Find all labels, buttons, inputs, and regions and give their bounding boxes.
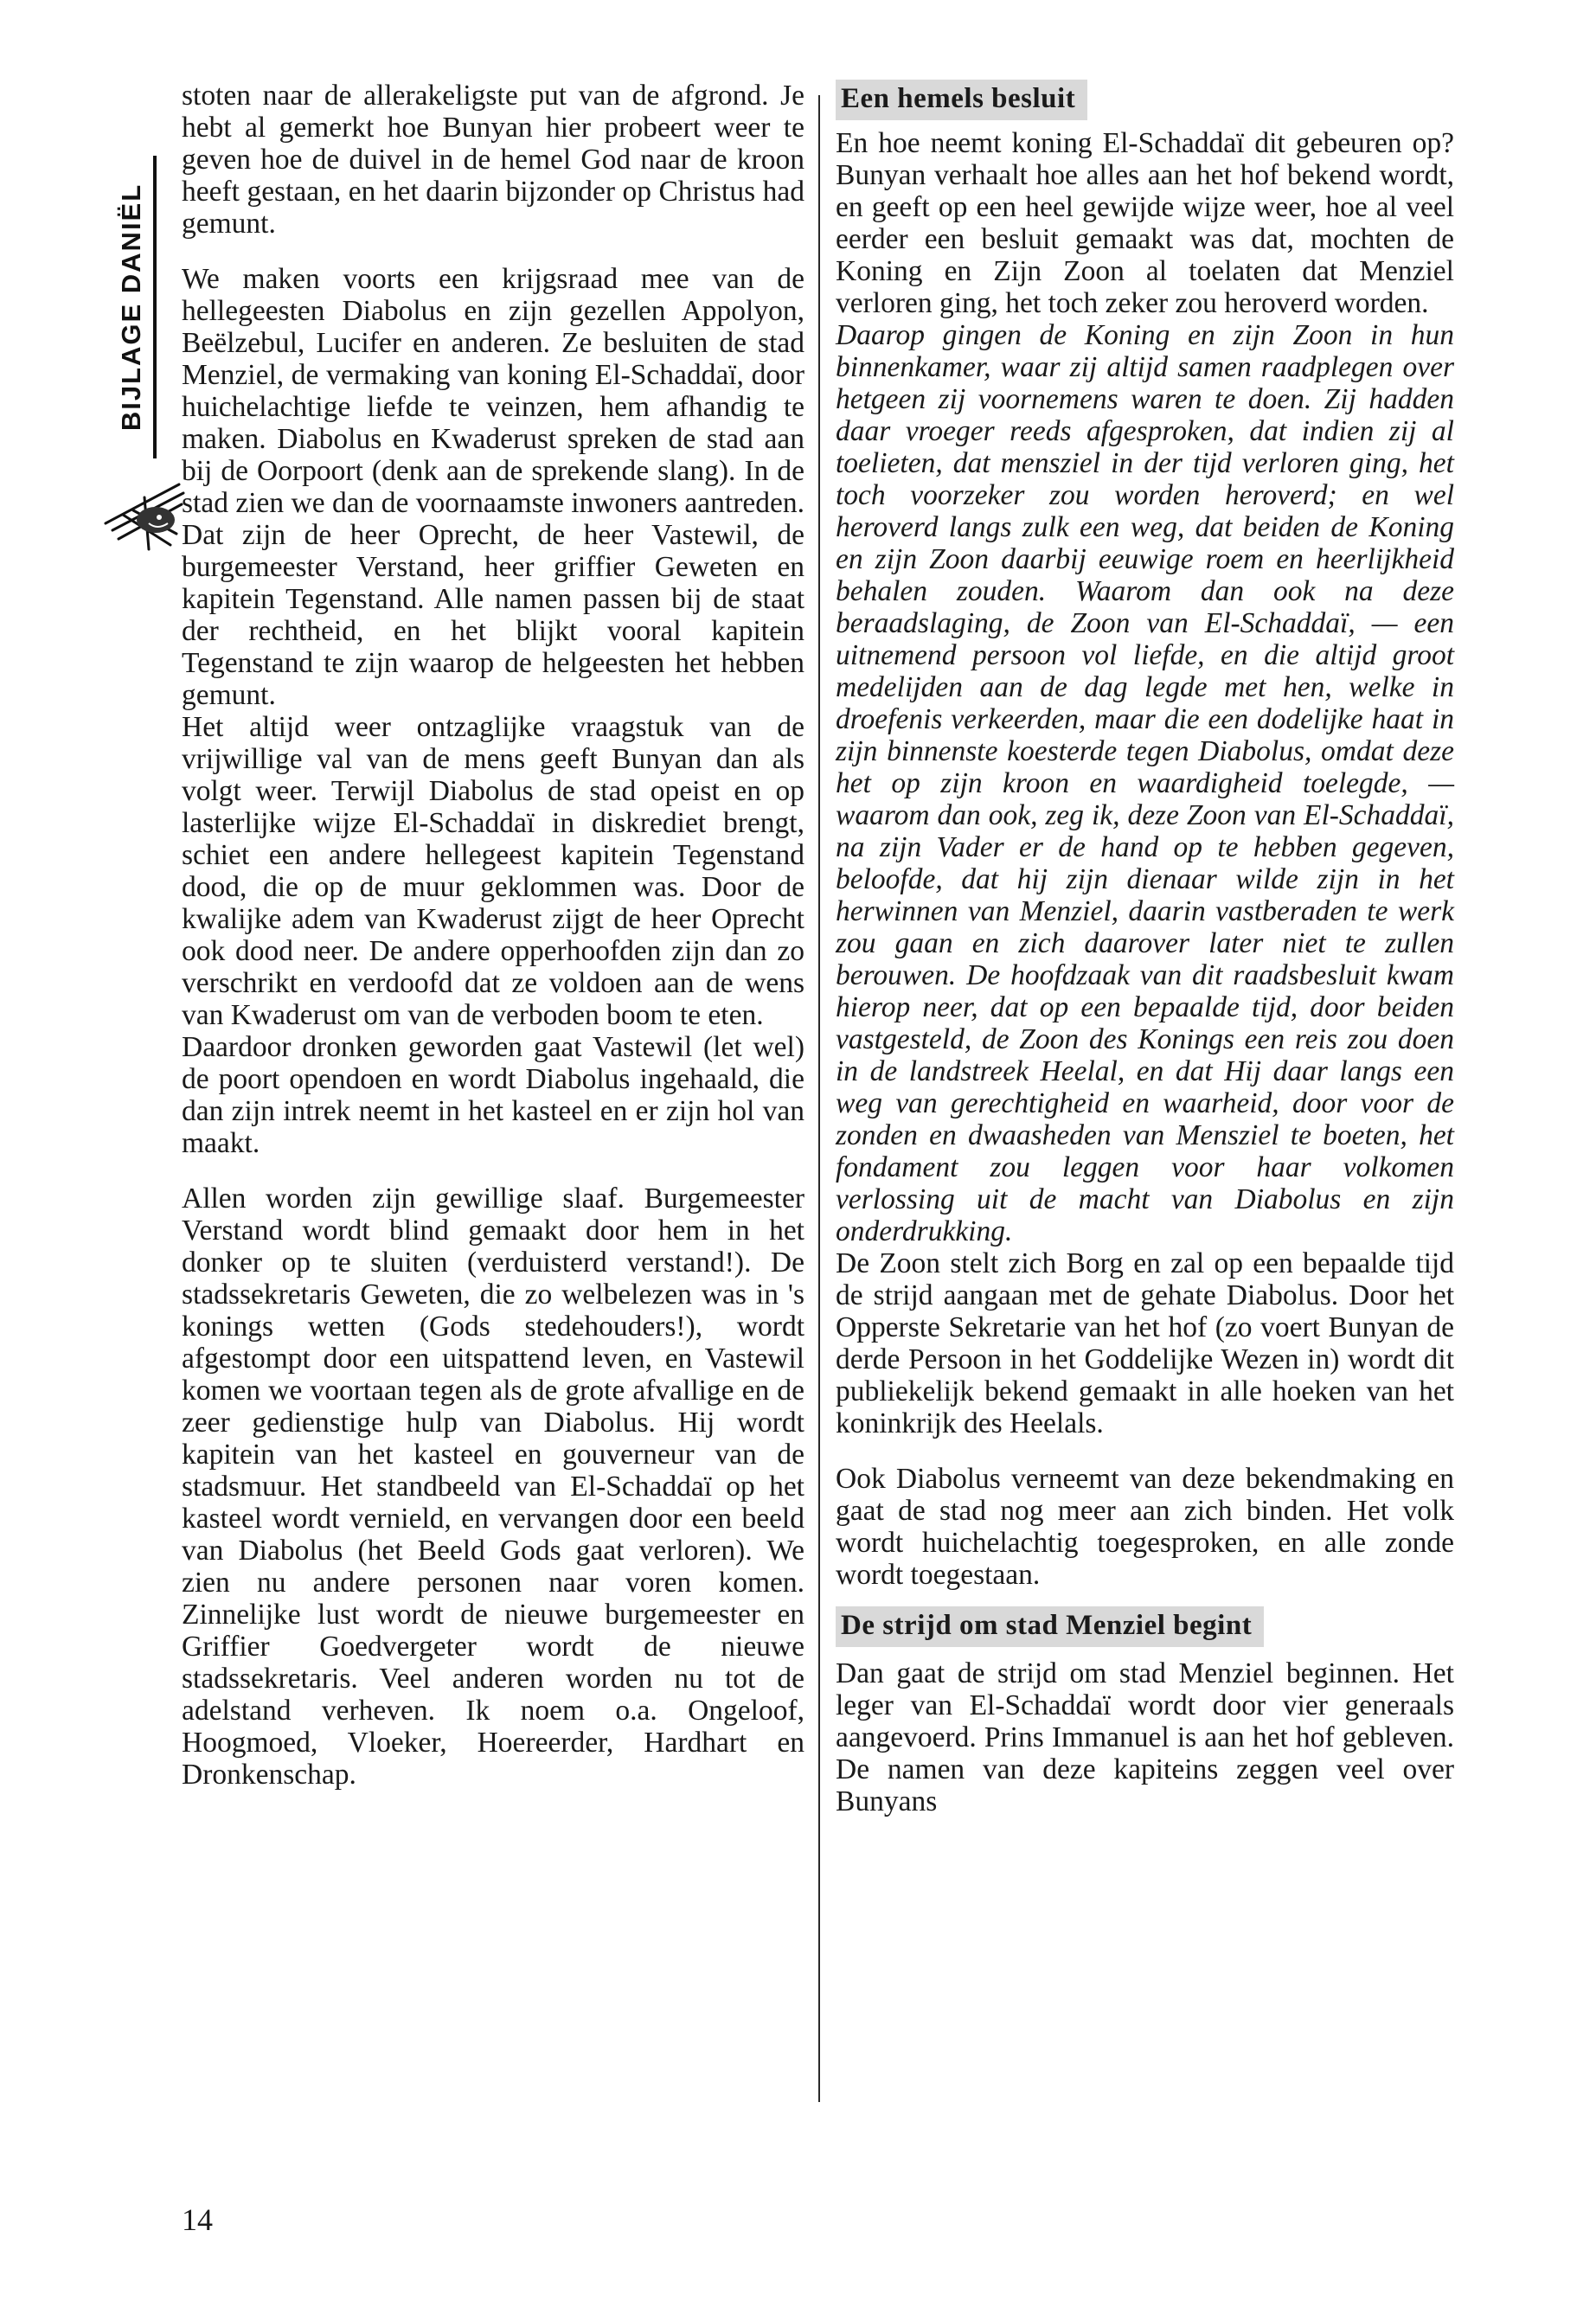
lion-emblem-icon — [97, 463, 192, 558]
right-paragraph-3: Ook Diabolus verneemt van deze bekendmaking en gaat de stad nog meer aan zich binden. Het volk wordt huichelachtig toegesproken, en alle zonde wordt toegestaan. — [836, 1463, 1454, 1591]
left-paragraph-5: Allen worden zijn gewillige slaaf. Burgemeester Verstand wordt blind gemaakt door hem in het donker op te sluiten (verduisterd verstand!). De stadssekretaris Geweten, die zo welbelezen was in 's konings wetten (Gods stedehouders!), wordt afgestompt door een uitspattend leven, en Vastewil komen we voortaan tegen als de grote afvallige en de zeer gedienstige hulp van Diabolus. Hij wordt kapitein van het kasteel en gouverneur van de stadsmuur. Het standbeeld van El-Schaddaï op het kasteel wordt vernield, en vervangen door een beeld van Diabolus (het Beeld Gods gaat verloren). We zien nu andere personen naar voren komen. Zinnelijke lust wordt de nieuwe burgemeester en Griffier Goedvergeter wordt de nieuwe stadssekretaris. Veel anderen worden nu tot de adelstand verheven. Ik noem o.a. Ongeloof, Hoogmoed, Vloeker, Hoereerder, Hardhart en Dronkenschap. — [182, 1183, 804, 1791]
left-paragraph-2: We maken voorts een krijgsraad mee van de hellegeesten Diabolus en zijn gezellen Appolyon, Beëlzebul, Lucifer en anderen. Ze besluiten de stad Menziel, de vermaking van koning El-Schaddaï, door huichelachtige liefde te veinzen, hem afhandig te maken. Diabolus en Kwaderust spreken de stad aan bij de Oorpoort (denk aan de sprekende slang). In de stad zien we dan de voornaamste inwoners aantreden. Dat zijn de heer Oprecht, de heer Vastewil, de burgemeester Verstand, heer griffier Geweten en kapitein Tegenstand. Alle namen passen bij de staat der rechtheid, en het blijkt vooral kapitein Tegenstand te zijn waarop de helgeesten het hebben gemunt. — [182, 263, 804, 711]
section-heading-hemels-besluit: Een hemels besluit — [836, 80, 1087, 120]
left-paragraph-3: Het altijd weer ontzaglijke vraagstuk van de vrijwillige val van de mens geeft Bunyan dan als volgt weer. Terwijl Diabolus de stad opeist en op lasterlijke wijze El-Schaddaï in diskrediet brengt, schiet een andere hellegeest kapitein Tegenstand dood, die op de muur geklommen was. Door de kwalijke adem van Kwaderust zijgt de heer Oprecht ook dood neer. De andere opperhoofden zijn dan zo verschrikt en verdoofd dat ze voldoen aan de wens van Kwaderust om van de verboden boom te eten. — [182, 711, 804, 1031]
left-paragraph-4: Daardoor dronken geworden gaat Vastewil (let wel) de poort opendoen en wordt Diabolus ingehaald, die dan zijn intrek neemt in het kasteel en er zijn hol van maakt. — [182, 1031, 804, 1159]
section-heading-strijd: De strijd om stad Menziel begint — [836, 1606, 1264, 1647]
side-tab-rule — [153, 156, 157, 458]
left-column — [182, 80, 804, 1791]
side-tab-label: BIJLAGE DANIËL — [116, 183, 147, 432]
right-paragraph-1: En hoe neemt koning El-Schaddaï dit gebeuren op? Bunyan verhaalt hoe alles aan het hof bekend wordt, en geeft op een heel gewijde wijze weer, hoe al veel eerder een besluit gemaakt was dat, mochten de Koning en Zijn Zoon al toelaten dat Menziel verloren ging, het toch zeker zou heroverd worden. — [836, 127, 1454, 319]
left-paragraph-1: stoten naar de allerakeligste put van de afgrond. Je hebt al gemerkt hoe Bunyan hier probeert weer te geven hoe de duivel in de hemel God naar de kroon heeft gestaan, en het daarin bijzonder op Christus had gemunt. — [182, 80, 804, 240]
right-paragraph-4: Dan gaat de strijd om stad Menziel beginnen. Het leger van El-Schaddaï wordt door vier generaals aangevoerd. Prins Immanuel is aan het hof gebleven. De namen van deze kapiteins zeggen veel over Bunyans — [836, 1657, 1454, 1817]
bunyan-quote: Daarop gingen de Koning en zijn Zoon in hun binnenkamer, waar zij altijd samen raadplegen over hetgeen zij voornemens waren te doen. Zij hadden daar vroeger reeds afgesproken, dat indien zij al toelieten, dat mensziel in der tijd verloren ging, het toch voorzeker zou worden heroverd; en wel heroverd langs zulk een weg, dat beiden de Koning en zijn Zoon daarbij eeuwige roem en heerlijkheid behalen zouden. Waarom dan ook na deze beraadslaging, de Zoon van El-Schaddaï, — een uitnemend persoon vol liefde, en die altijd groot medelijden aan de dag legde met hen, welke in droefenis verkeerden, maar die een dodelijke haat in zijn binnenste koesterde tegen Diabolus, omdat deze het op zijn kroon en waardigheid toelegde, — waarom dan ook, zeg ik, deze Zoon van El-Schaddaï, na zijn Vader er de hand op te hebben gegeven, beloofde, dat hij zijn dienaar wilde zijn in het herwinnen van Menziel, daarin vastberaden te werk zou gaan en zich daarover later niet te zullen berouwen. De hoofdzaak van dit raadsbesluit kwam hierop neer, dat op een bepaalde tijd, door beiden vastgesteld, de Zoon des Konings een reis zou doen in de landstreek Heelal, en dat Hij daar langs een weg van gerechtigheid en waarheid, door voor de zonden en dwaasheden van Mensziel te boeten, het fondament zou leggen voor haar volkomen verlossing uit de macht van Diabolus en zijn onderdrukking. — [836, 319, 1454, 1247]
right-column — [836, 80, 1454, 1817]
section-side-tab — [114, 160, 149, 454]
right-paragraph-2: De Zoon stelt zich Borg en zal op een bepaalde tijd de strijd aangaan met de gehate Diabolus. Door het Opperste Sekretarie van het hof (zo voert Bunyan de derde Persoon in het Goddelijke Wezen in) wordt dit publiekelijk bekend gemaakt in alle hoeken van het koninkrijk des Heelals. — [836, 1247, 1454, 1439]
column-divider — [818, 95, 820, 2102]
page-number: 14 — [182, 2202, 213, 2237]
